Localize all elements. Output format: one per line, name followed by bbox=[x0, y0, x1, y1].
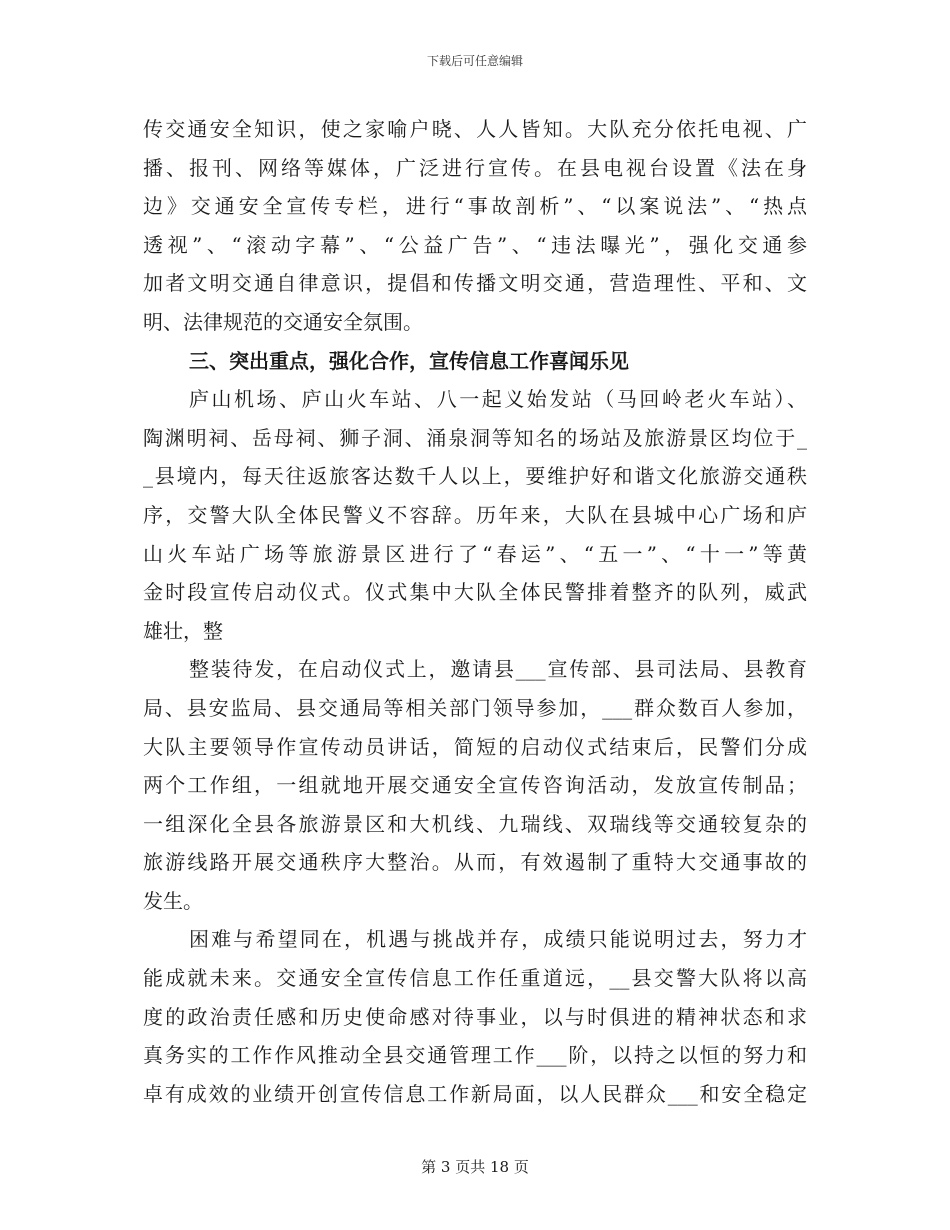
body-text-line: 播、报刊、网络等媒体，广泛进行宣传。在县电视台设置《法在身 bbox=[143, 155, 807, 180]
document-body bbox=[143, 110, 807, 1113]
body-text-line: 发生。 bbox=[143, 888, 203, 913]
body-text-line: 金时段宣传启动仪式。仪式集中大队全体民警排着整齐的队列，威武 bbox=[143, 580, 807, 605]
body-text-line: 庐山机场、庐山火车站、八一起义始发站（马回岭老火车站）、 bbox=[189, 387, 807, 412]
body-text-line: 加者文明交通自律意识，提倡和传播文明交通，营造理性、平和、文 bbox=[143, 271, 807, 296]
body-text-line: 序，交警大队全体民警义不容辞。历年来，大队在县城中心广场和庐 bbox=[143, 502, 807, 527]
body-text-line: 整装待发，在启动仪式上，邀请县___宣传部、县司法局、县教育 bbox=[189, 657, 807, 682]
body-text-line: 旅游线路开展交通秩序大整治。从而，有效遏制了重特大交通事故的 bbox=[143, 850, 807, 875]
body-text-line: 局、县安监局、县交通局等相关部门领导参加，___群众数百人参加， bbox=[143, 695, 807, 720]
body-text-line: 一组深化全县各旅游景区和大机线、九瑞线、双瑞线等交通较复杂的 bbox=[143, 811, 807, 836]
body-text-line: 困难与希望同在，机遇与挑战并存，成绩只能说明过去，努力才 bbox=[189, 927, 807, 952]
body-text-line: 度的政治责任感和历史使命感对待事业，以与时俱进的精神状态和求 bbox=[143, 1004, 807, 1029]
body-text-line: 大队主要领导作宣传动员讲话，简短的启动仪式结束后，民警们分成 bbox=[143, 734, 807, 759]
body-text-line: 山火车站广场等旅游景区进行了“春运”、“五一”、“十一”等黄 bbox=[143, 541, 807, 566]
body-text-line: 卓有成效的业绩开创宣传信息工作新局面，以人民群众___和安全稳定 bbox=[143, 1081, 807, 1106]
section-heading: 三、突出重点，强化合作，宣传信息工作喜闻乐见 bbox=[189, 348, 629, 373]
page-header: 下载后可任意编辑 bbox=[426, 54, 523, 68]
body-text-line: 能成就未来。交通安全宣传信息工作任重道远，__县交警大队将以高 bbox=[143, 966, 807, 991]
body-text-line: 雄壮，整 bbox=[143, 618, 223, 643]
body-text-line: 真务实的工作作风推动全县交通管理工作___阶，以持之以恒的努力和 bbox=[143, 1043, 807, 1068]
body-text-line: 两个工作组，一组就地开展交通安全宣传咨询活动，发放宣传制品； bbox=[143, 773, 807, 798]
body-text-line: 明、法律规范的交通安全氛围。 bbox=[143, 309, 423, 334]
body-text-line: 边》交通安全宣传专栏，进行“事故剖析”、“以案说法”、“热点 bbox=[143, 194, 807, 219]
body-text-line: _县境内，每天往返旅客达数千人以上，要维护好和谐文化旅游交通秩 bbox=[143, 464, 807, 489]
body-text-line: 透视”、“滚动字幕”、“公益广告”、“违法曝光”，强化交通参 bbox=[143, 232, 807, 257]
page-footer: 第 3 页共 18 页 bbox=[421, 1158, 529, 1176]
body-text-line: 陶渊明祠、岳母祠、狮子洞、涌泉洞等知名的场站及旅游景区均位于_ bbox=[143, 425, 807, 450]
body-text-line: 传交通安全知识，使之家喻户晓、人人皆知。大队充分依托电视、广 bbox=[143, 117, 807, 141]
